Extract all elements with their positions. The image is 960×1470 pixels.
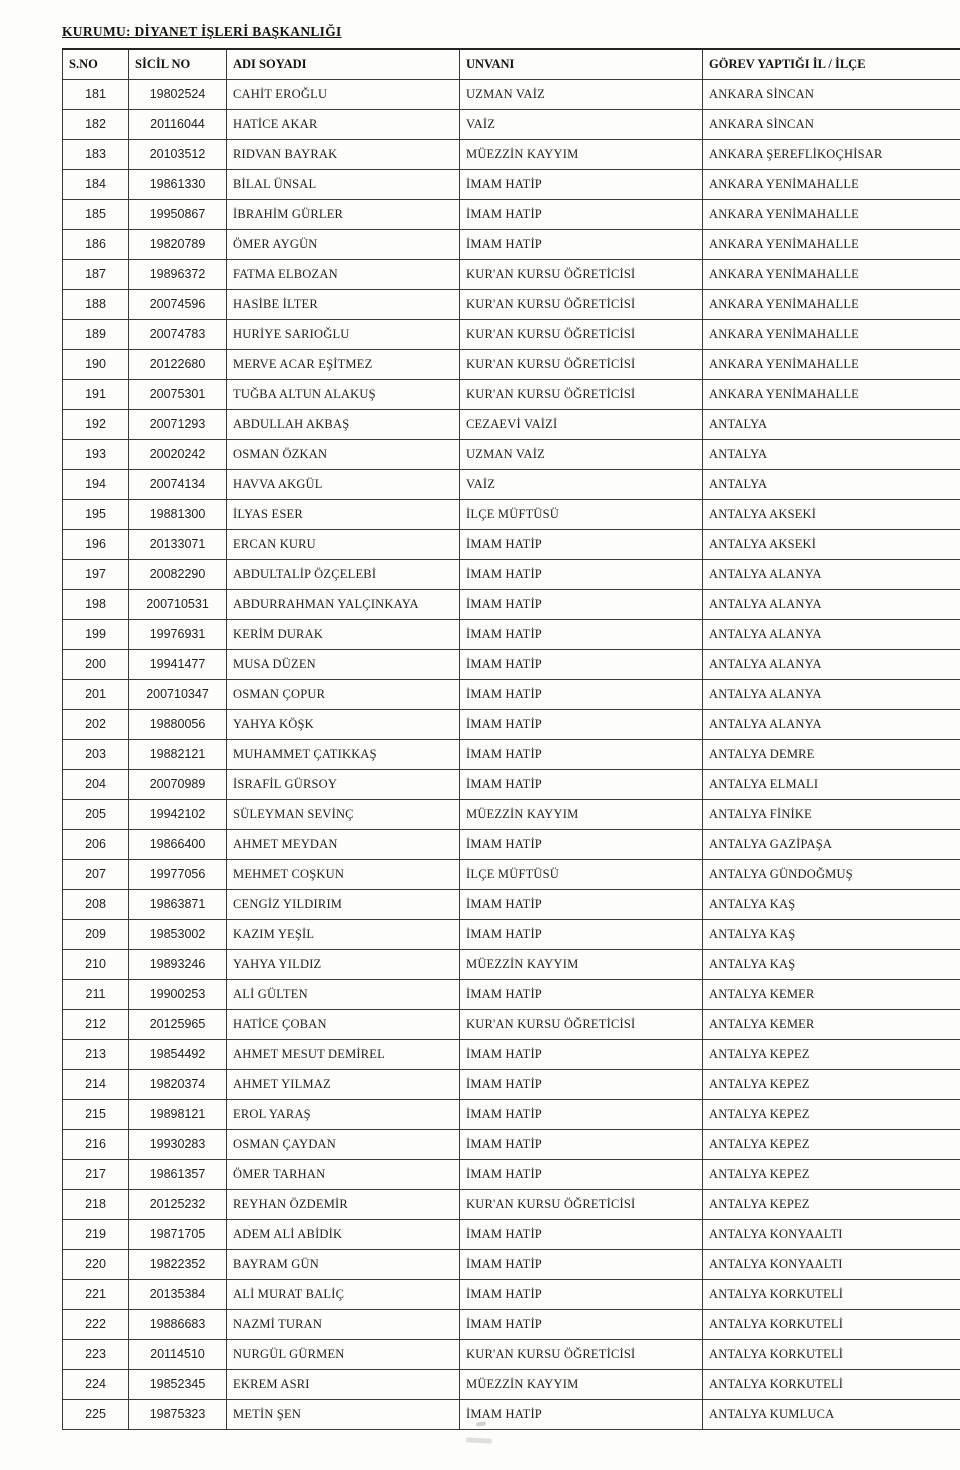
cell-location: ANKARA YENİMAHALLE <box>703 290 960 320</box>
cell-sicil-no: 20125232 <box>129 1190 227 1220</box>
cell-sicil-no: 19802524 <box>129 80 227 110</box>
table-row <box>63 350 960 380</box>
table-row <box>63 1370 960 1400</box>
cell-sno: 190 <box>63 350 129 380</box>
cell-title: İMAM HATİP <box>460 1400 703 1430</box>
cell-location: ANTALYA DEMRE <box>703 740 960 770</box>
cell-sicil-no: 19898121 <box>129 1100 227 1130</box>
cell-title: İLÇE MÜFTÜSÜ <box>460 500 703 530</box>
cell-title: MÜEZZİN KAYYIM <box>460 140 703 170</box>
cell-location: ANTALYA FİNİKE <box>703 800 960 830</box>
cell-name: ABDULLAH AKBAŞ <box>227 410 460 440</box>
cell-sno: 200 <box>63 650 129 680</box>
cell-sicil-no: 20122680 <box>129 350 227 380</box>
table-row <box>63 740 960 770</box>
cell-sno: 224 <box>63 1370 129 1400</box>
table-row <box>63 110 960 140</box>
cell-sicil-no: 200710347 <box>129 680 227 710</box>
cell-sicil-no: 19976931 <box>129 620 227 650</box>
cell-name: HATİCE AKAR <box>227 110 460 140</box>
table-row <box>63 650 960 680</box>
table-row <box>63 890 960 920</box>
cell-location: ANTALYA <box>703 470 960 500</box>
cell-sicil-no: 20075301 <box>129 380 227 410</box>
table-row <box>63 830 960 860</box>
cell-name: YAHYA KÖŞK <box>227 710 460 740</box>
cell-title: İMAM HATİP <box>460 1250 703 1280</box>
cell-sno: 213 <box>63 1040 129 1070</box>
cell-sicil-no: 19820789 <box>129 230 227 260</box>
table-row <box>63 800 960 830</box>
cell-sno: 195 <box>63 500 129 530</box>
cell-name: OSMAN ÖZKAN <box>227 440 460 470</box>
cell-location: ANTALYA GAZİPAŞA <box>703 830 960 860</box>
table-header <box>63 49 960 80</box>
cell-title: İLÇE MÜFTÜSÜ <box>460 860 703 890</box>
cell-location: ANTALYA KORKUTELİ <box>703 1280 960 1310</box>
cell-sno: 217 <box>63 1160 129 1190</box>
cell-sno: 183 <box>63 140 129 170</box>
cell-sno: 197 <box>63 560 129 590</box>
cell-sicil-no: 19871705 <box>129 1220 227 1250</box>
cell-title: KUR'AN KURSU ÖĞRETİCİSİ <box>460 350 703 380</box>
cell-title: UZMAN VAİZ <box>460 80 703 110</box>
cell-location: ANTALYA KEMER <box>703 980 960 1010</box>
cell-location: ANTALYA ALANYA <box>703 620 960 650</box>
cell-sicil-no: 19852345 <box>129 1370 227 1400</box>
cell-title: İMAM HATİP <box>460 1130 703 1160</box>
table-row <box>63 1400 960 1430</box>
cell-title: UZMAN VAİZ <box>460 440 703 470</box>
cell-name: AHMET YILMAZ <box>227 1070 460 1100</box>
cell-title: İMAM HATİP <box>460 230 703 260</box>
cell-sno: 193 <box>63 440 129 470</box>
table-row <box>63 470 960 500</box>
cell-title: CEZAEVİ VAİZİ <box>460 410 703 440</box>
table-row <box>63 1070 960 1100</box>
cell-name: MUHAMMET ÇATIKKAŞ <box>227 740 460 770</box>
cell-name: BİLAL ÜNSAL <box>227 170 460 200</box>
cell-title: VAİZ <box>460 110 703 140</box>
cell-name: OSMAN ÇAYDAN <box>227 1130 460 1160</box>
cell-name: HURİYE SARIOĞLU <box>227 320 460 350</box>
cell-title: İMAM HATİP <box>460 1310 703 1340</box>
cell-sicil-no: 19875323 <box>129 1400 227 1430</box>
cell-title: KUR'AN KURSU ÖĞRETİCİSİ <box>460 320 703 350</box>
cell-location: ANTALYA ALANYA <box>703 710 960 740</box>
cell-sicil-no: 20074783 <box>129 320 227 350</box>
cell-sno: 223 <box>63 1340 129 1370</box>
cell-location: ANKARA SİNCAN <box>703 80 960 110</box>
cell-sno: 196 <box>63 530 129 560</box>
column-header-sicil-no: SİCİL NO <box>129 49 227 80</box>
cell-sno: 218 <box>63 1190 129 1220</box>
cell-location: ANTALYA <box>703 410 960 440</box>
cell-location: ANKARA YENİMAHALLE <box>703 350 960 380</box>
cell-name: OSMAN ÇOPUR <box>227 680 460 710</box>
cell-location: ANTALYA KORKUTELİ <box>703 1370 960 1400</box>
cell-sicil-no: 19930283 <box>129 1130 227 1160</box>
cell-location: ANTALYA ALANYA <box>703 560 960 590</box>
table-row <box>63 440 960 470</box>
cell-name: FATMA ELBOZAN <box>227 260 460 290</box>
table-row <box>63 560 960 590</box>
cell-sicil-no: 20133071 <box>129 530 227 560</box>
cell-location: ANKARA YENİMAHALLE <box>703 320 960 350</box>
table-row <box>63 140 960 170</box>
table-row <box>63 860 960 890</box>
table-row <box>63 1100 960 1130</box>
cell-name: ÖMER TARHAN <box>227 1160 460 1190</box>
cell-location: ANTALYA KAŞ <box>703 890 960 920</box>
cell-name: BAYRAM GÜN <box>227 1250 460 1280</box>
cell-name: HATİCE ÇOBAN <box>227 1010 460 1040</box>
cell-sicil-no: 20082290 <box>129 560 227 590</box>
cell-sno: 209 <box>63 920 129 950</box>
cell-name: ALİ GÜLTEN <box>227 980 460 1010</box>
cell-name: AHMET MEYDAN <box>227 830 460 860</box>
cell-name: HAVVA AKGÜL <box>227 470 460 500</box>
cell-name: HASİBE İLTER <box>227 290 460 320</box>
cell-location: ANKARA YENİMAHALLE <box>703 380 960 410</box>
cell-sicil-no: 20074596 <box>129 290 227 320</box>
cell-title: İMAM HATİP <box>460 650 703 680</box>
table-row <box>63 1130 960 1160</box>
cell-name: ABDULTALİP ÖZÇELEBİ <box>227 560 460 590</box>
cell-sicil-no: 19977056 <box>129 860 227 890</box>
header-row <box>63 49 960 80</box>
cell-location: ANTALYA KEPEZ <box>703 1070 960 1100</box>
cell-sicil-no: 20125965 <box>129 1010 227 1040</box>
cell-title: VAİZ <box>460 470 703 500</box>
cell-sno: 219 <box>63 1220 129 1250</box>
cell-name: MUSA DÜZEN <box>227 650 460 680</box>
table-body <box>63 80 960 1430</box>
cell-sicil-no: 19882121 <box>129 740 227 770</box>
table-row <box>63 590 960 620</box>
cell-name: İLYAS ESER <box>227 500 460 530</box>
cell-sicil-no: 20116044 <box>129 110 227 140</box>
cell-sicil-no: 20071293 <box>129 410 227 440</box>
column-header-name: ADI SOYADI <box>227 49 460 80</box>
cell-location: ANTALYA KEPEZ <box>703 1100 960 1130</box>
table-row <box>63 770 960 800</box>
cell-title: İMAM HATİP <box>460 830 703 860</box>
cell-location: ANTALYA GÜNDOĞMUŞ <box>703 860 960 890</box>
cell-title: İMAM HATİP <box>460 680 703 710</box>
cell-sno: 189 <box>63 320 129 350</box>
cell-location: ANTALYA KORKUTELİ <box>703 1340 960 1370</box>
cell-location: ANKARA SİNCAN <box>703 110 960 140</box>
cell-sno: 208 <box>63 890 129 920</box>
cell-name: İSRAFİL GÜRSOY <box>227 770 460 800</box>
table-row <box>63 230 960 260</box>
table-row <box>63 920 960 950</box>
cell-title: İMAM HATİP <box>460 770 703 800</box>
cell-name: MERVE ACAR EŞİTMEZ <box>227 350 460 380</box>
cell-sno: 215 <box>63 1100 129 1130</box>
cell-location: ANTALYA KAŞ <box>703 950 960 980</box>
cell-sno: 206 <box>63 830 129 860</box>
table-row <box>63 80 960 110</box>
cell-sno: 211 <box>63 980 129 1010</box>
cell-location: ANTALYA ELMALI <box>703 770 960 800</box>
table-row <box>63 680 960 710</box>
cell-sno: 199 <box>63 620 129 650</box>
cell-sno: 212 <box>63 1010 129 1040</box>
column-header-location: GÖREV YAPTIĞI İL / İLÇE <box>703 49 960 80</box>
table-row <box>63 1010 960 1040</box>
table-row <box>63 1280 960 1310</box>
cell-location: ANTALYA KUMLUCA <box>703 1400 960 1430</box>
table-row <box>63 710 960 740</box>
cell-title: KUR'AN KURSU ÖĞRETİCİSİ <box>460 290 703 320</box>
cell-title: İMAM HATİP <box>460 980 703 1010</box>
cell-location: ANTALYA KEMER <box>703 1010 960 1040</box>
cell-sno: 210 <box>63 950 129 980</box>
cell-title: KUR'AN KURSU ÖĞRETİCİSİ <box>460 1010 703 1040</box>
cell-title: İMAM HATİP <box>460 590 703 620</box>
cell-sicil-no: 19863871 <box>129 890 227 920</box>
cell-title: KUR'AN KURSU ÖĞRETİCİSİ <box>460 1190 703 1220</box>
table-row <box>63 410 960 440</box>
cell-name: TUĞBA ALTUN ALAKUŞ <box>227 380 460 410</box>
cell-location: ANTALYA ALANYA <box>703 590 960 620</box>
column-header-title: UNVANI <box>460 49 703 80</box>
cell-sno: 207 <box>63 860 129 890</box>
table-row <box>63 1040 960 1070</box>
cell-title: İMAM HATİP <box>460 1280 703 1310</box>
cell-sicil-no: 19886683 <box>129 1310 227 1340</box>
cell-sno: 185 <box>63 200 129 230</box>
cell-title: İMAM HATİP <box>460 170 703 200</box>
cell-title: İMAM HATİP <box>460 740 703 770</box>
cell-name: REYHAN ÖZDEMİR <box>227 1190 460 1220</box>
cell-sno: 184 <box>63 170 129 200</box>
cell-location: ANTALYA KAŞ <box>703 920 960 950</box>
cell-sicil-no: 19893246 <box>129 950 227 980</box>
cell-sno: 205 <box>63 800 129 830</box>
cell-title: İMAM HATİP <box>460 530 703 560</box>
cell-name: MEHMET COŞKUN <box>227 860 460 890</box>
cell-location: ANTALYA ALANYA <box>703 650 960 680</box>
cell-sicil-no: 19861330 <box>129 170 227 200</box>
cell-sno: 182 <box>63 110 129 140</box>
cell-sicil-no: 200710531 <box>129 590 227 620</box>
cell-sno: 222 <box>63 1310 129 1340</box>
cell-title: KUR'AN KURSU ÖĞRETİCİSİ <box>460 1340 703 1370</box>
table-row <box>63 620 960 650</box>
cell-sicil-no: 19854492 <box>129 1040 227 1070</box>
cell-sno: 201 <box>63 680 129 710</box>
cell-name: AHMET MESUT DEMİREL <box>227 1040 460 1070</box>
cell-sno: 202 <box>63 710 129 740</box>
scan-artifact <box>466 1437 492 1443</box>
cell-title: KUR'AN KURSU ÖĞRETİCİSİ <box>460 380 703 410</box>
cell-name: CAHİT EROĞLU <box>227 80 460 110</box>
cell-sicil-no: 19880056 <box>129 710 227 740</box>
cell-location: ANTALYA AKSEKİ <box>703 500 960 530</box>
cell-location: ANTALYA ALANYA <box>703 680 960 710</box>
cell-location: ANTALYA KEPEZ <box>703 1040 960 1070</box>
table-row <box>63 1340 960 1370</box>
cell-location: ANTALYA KONYAALTI <box>703 1220 960 1250</box>
table-row <box>63 1190 960 1220</box>
table-row <box>63 380 960 410</box>
cell-location: ANTALYA AKSEKİ <box>703 530 960 560</box>
cell-name: EKREM ASRI <box>227 1370 460 1400</box>
table-row <box>63 530 960 560</box>
cell-sno: 181 <box>63 80 129 110</box>
cell-name: ADEM ALİ ABİDİK <box>227 1220 460 1250</box>
cell-name: ABDURRAHMAN YALÇINKAYA <box>227 590 460 620</box>
cell-location: ANKARA ŞEREFLİKOÇHİSAR <box>703 140 960 170</box>
cell-sicil-no: 19941477 <box>129 650 227 680</box>
table-row <box>63 1220 960 1250</box>
table-row <box>63 260 960 290</box>
cell-location: ANTALYA <box>703 440 960 470</box>
cell-location: ANTALYA KEPEZ <box>703 1160 960 1190</box>
cell-title: MÜEZZİN KAYYIM <box>460 1370 703 1400</box>
cell-location: ANKARA YENİMAHALLE <box>703 200 960 230</box>
cell-name: YAHYA YILDIZ <box>227 950 460 980</box>
cell-title: İMAM HATİP <box>460 1100 703 1130</box>
cell-sno: 187 <box>63 260 129 290</box>
table-row <box>63 1250 960 1280</box>
cell-sicil-no: 19866400 <box>129 830 227 860</box>
cell-title: İMAM HATİP <box>460 1040 703 1070</box>
cell-title: İMAM HATİP <box>460 1220 703 1250</box>
cell-title: İMAM HATİP <box>460 1070 703 1100</box>
cell-sicil-no: 19820374 <box>129 1070 227 1100</box>
cell-sicil-no: 19822352 <box>129 1250 227 1280</box>
cell-sno: 220 <box>63 1250 129 1280</box>
cell-sicil-no: 19881300 <box>129 500 227 530</box>
table-row <box>63 290 960 320</box>
cell-sicil-no: 19861357 <box>129 1160 227 1190</box>
table-row <box>63 500 960 530</box>
personnel-table <box>62 48 960 1430</box>
cell-sno: 203 <box>63 740 129 770</box>
cell-title: MÜEZZİN KAYYIM <box>460 800 703 830</box>
cell-title: İMAM HATİP <box>460 890 703 920</box>
cell-sicil-no: 20074134 <box>129 470 227 500</box>
cell-title: İMAM HATİP <box>460 620 703 650</box>
cell-name: ÖMER AYGÜN <box>227 230 460 260</box>
cell-name: İBRAHİM GÜRLER <box>227 200 460 230</box>
cell-location: ANTALYA KONYAALTI <box>703 1250 960 1280</box>
cell-sicil-no: 20070989 <box>129 770 227 800</box>
cell-sno: 221 <box>63 1280 129 1310</box>
cell-sicil-no: 19896372 <box>129 260 227 290</box>
cell-sno: 188 <box>63 290 129 320</box>
cell-sno: 192 <box>63 410 129 440</box>
cell-location: ANKARA YENİMAHALLE <box>703 260 960 290</box>
cell-title: MÜEZZİN KAYYIM <box>460 950 703 980</box>
cell-location: ANKARA YENİMAHALLE <box>703 230 960 260</box>
cell-sno: 216 <box>63 1130 129 1160</box>
table-row <box>63 950 960 980</box>
cell-title: İMAM HATİP <box>460 920 703 950</box>
table-row <box>63 980 960 1010</box>
cell-name: SÜLEYMAN SEVİNÇ <box>227 800 460 830</box>
cell-sicil-no: 19853002 <box>129 920 227 950</box>
cell-location: ANTALYA KEPEZ <box>703 1190 960 1220</box>
column-header-sno: S.NO <box>63 49 129 80</box>
table-row <box>63 1160 960 1190</box>
cell-location: ANTALYA KORKUTELİ <box>703 1310 960 1340</box>
document-title: KURUMU: DİYANET İŞLERİ BAŞKANLIĞI <box>62 24 342 39</box>
cell-title: KUR'AN KURSU ÖĞRETİCİSİ <box>460 260 703 290</box>
cell-name: CENGİZ YILDIRIM <box>227 890 460 920</box>
cell-name: NAZMİ TURAN <box>227 1310 460 1340</box>
cell-sno: 204 <box>63 770 129 800</box>
table-row <box>63 1310 960 1340</box>
cell-name: METİN ŞEN <box>227 1400 460 1430</box>
table-row <box>63 170 960 200</box>
cell-name: NURGÜL GÜRMEN <box>227 1340 460 1370</box>
cell-sicil-no: 19900253 <box>129 980 227 1010</box>
table-row <box>63 320 960 350</box>
table-row <box>63 200 960 230</box>
cell-name: ERCAN KURU <box>227 530 460 560</box>
cell-sno: 194 <box>63 470 129 500</box>
cell-name: RIDVAN BAYRAK <box>227 140 460 170</box>
cell-sno: 214 <box>63 1070 129 1100</box>
cell-name: EROL YARAŞ <box>227 1100 460 1130</box>
cell-name: KAZIM YEŞİL <box>227 920 460 950</box>
cell-title: İMAM HATİP <box>460 200 703 230</box>
cell-location: ANTALYA KEPEZ <box>703 1130 960 1160</box>
cell-sno: 198 <box>63 590 129 620</box>
cell-title: İMAM HATİP <box>460 710 703 740</box>
cell-sicil-no: 20103512 <box>129 140 227 170</box>
cell-sicil-no: 19942102 <box>129 800 227 830</box>
cell-sicil-no: 20114510 <box>129 1340 227 1370</box>
cell-sno: 191 <box>63 380 129 410</box>
cell-sno: 186 <box>63 230 129 260</box>
cell-sicil-no: 20020242 <box>129 440 227 470</box>
cell-name: ALİ MURAT BALİÇ <box>227 1280 460 1310</box>
cell-sicil-no: 20135384 <box>129 1280 227 1310</box>
cell-name: KERİM DURAK <box>227 620 460 650</box>
cell-location: ANKARA YENİMAHALLE <box>703 170 960 200</box>
cell-sicil-no: 19950867 <box>129 200 227 230</box>
cell-title: İMAM HATİP <box>460 560 703 590</box>
cell-title: İMAM HATİP <box>460 1160 703 1190</box>
cell-sno: 225 <box>63 1400 129 1430</box>
